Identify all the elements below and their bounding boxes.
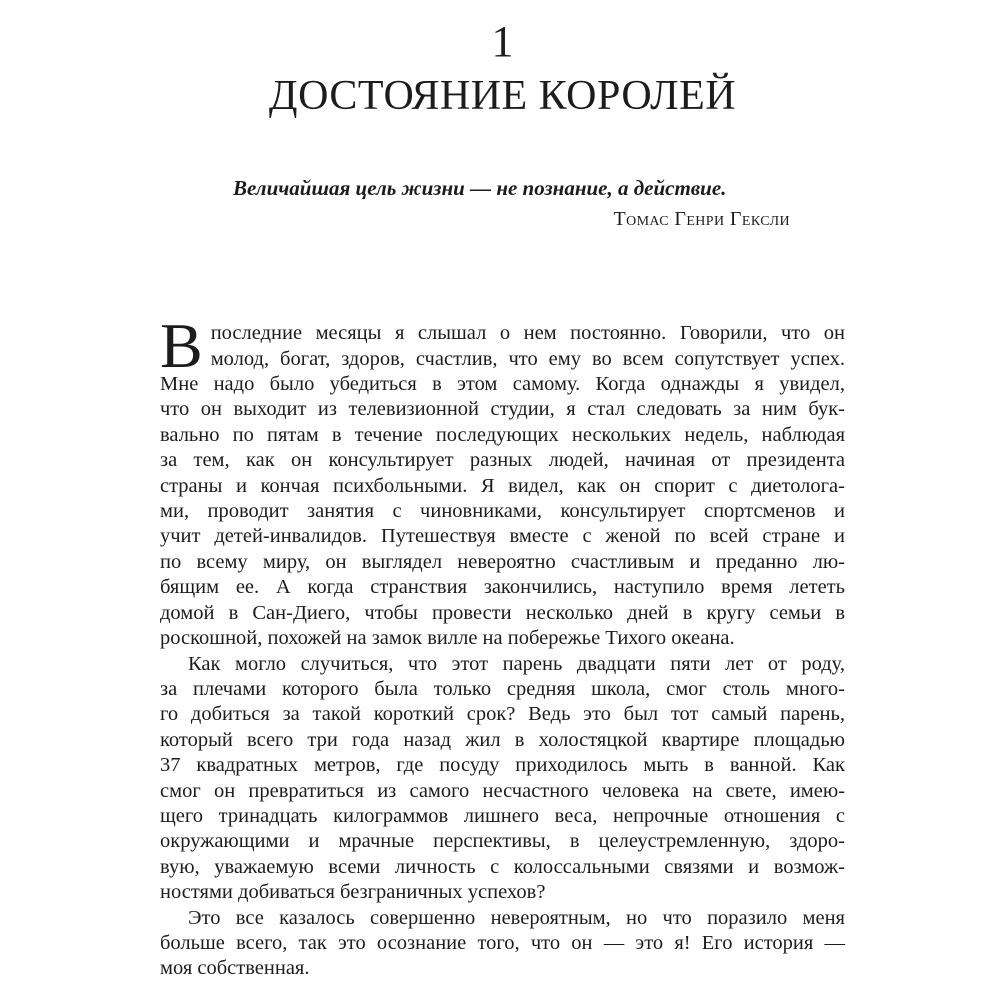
text-line: молод, богат, здоров, счастлив, что ему во всем сопутствует успех. <box>210 347 845 370</box>
drop-cap: В <box>160 310 203 382</box>
text-line: страны и кончая психбольными. Я видел, как он спорит с диетолога- <box>160 474 845 497</box>
text-line: за тем, как он консультирует разных людей, начиная от президента <box>160 449 845 472</box>
text-line: Это все казалось совершенно невероятным, но что поразило меня <box>188 906 845 929</box>
text-line: вально по пятам в течение последующих нескольких недель, наблюдая <box>160 423 845 446</box>
text-line: ми, проводит занятия с чиновниками, консультирует спортсменов и <box>160 500 845 523</box>
text-line: который всего три года назад жил в холостяцкой квартире площадью <box>160 728 845 751</box>
text-line: Как могло случиться, что этот парень двадцати пяти лет от роду, <box>188 652 845 675</box>
body-text <box>160 310 845 982</box>
text-line: что он выходит из телевизионной студии, я стал следовать за ним бук- <box>160 398 845 421</box>
text-line: смог он превратиться из самого несчастного человека на свете, имею- <box>160 779 845 802</box>
text-line: окружающими и мрачные перспективы, в целеустремленную, здоро- <box>160 830 845 853</box>
text-line: по всему миру, он выглядел невероятно счастливым и преданно лю- <box>160 550 845 573</box>
text-line: ностями добиваться безграничных успехов? <box>160 881 546 904</box>
epigraph-quote: Величайшая цель жизни — не познание, а действие. <box>233 176 727 201</box>
text-line: го добиться за такой короткий срок? Ведь это был тот самый парень, <box>160 703 845 726</box>
text-line: больше всего, так это осознание того, что он — это я! Его история — <box>160 931 845 954</box>
chapter-number: 1 <box>491 17 514 66</box>
paragraph <box>160 906 845 982</box>
paragraph <box>160 310 845 651</box>
text-line: роскошной, похожей на замок вилле на побережье Тихого океана. <box>160 627 735 650</box>
chapter-title: ДОСТОЯНИЕ КОРОЛЕЙ <box>268 73 737 119</box>
epigraph-attribution: Томас Генри Гексли <box>613 208 790 231</box>
text-line: последние месяцы я слышал о нем постоянно. Говорили, что он <box>210 322 845 345</box>
epigraph <box>233 176 845 231</box>
text-line: за плечами которого была только средняя школа, смог столь много- <box>160 677 845 700</box>
text-line: бящим ее. А когда странствия закончились, наступило время лететь <box>160 576 845 599</box>
text-line: учит детей-инвалидов. Путешествуя вместе с женой по всей стране и <box>160 525 845 548</box>
paragraph <box>160 652 845 906</box>
text-line: моя собственная. <box>160 957 310 980</box>
text-line: 37 квадратных метров, где посуду приходилось мыть в ванной. Как <box>160 754 845 777</box>
text-line: щего тринадцать килограммов лишнего веса, непрочные отношения с <box>160 804 845 827</box>
text-line: Мне надо было убедиться в этом самому. Когда однажды я увидел, <box>160 373 845 396</box>
text-line: вую, уважаемую всеми личность с колоссальными связями и возмож- <box>160 855 845 878</box>
text-line: домой в Сан-Диего, чтобы провести несколько дней в кругу семьи в <box>160 601 845 624</box>
text-column <box>160 0 845 982</box>
